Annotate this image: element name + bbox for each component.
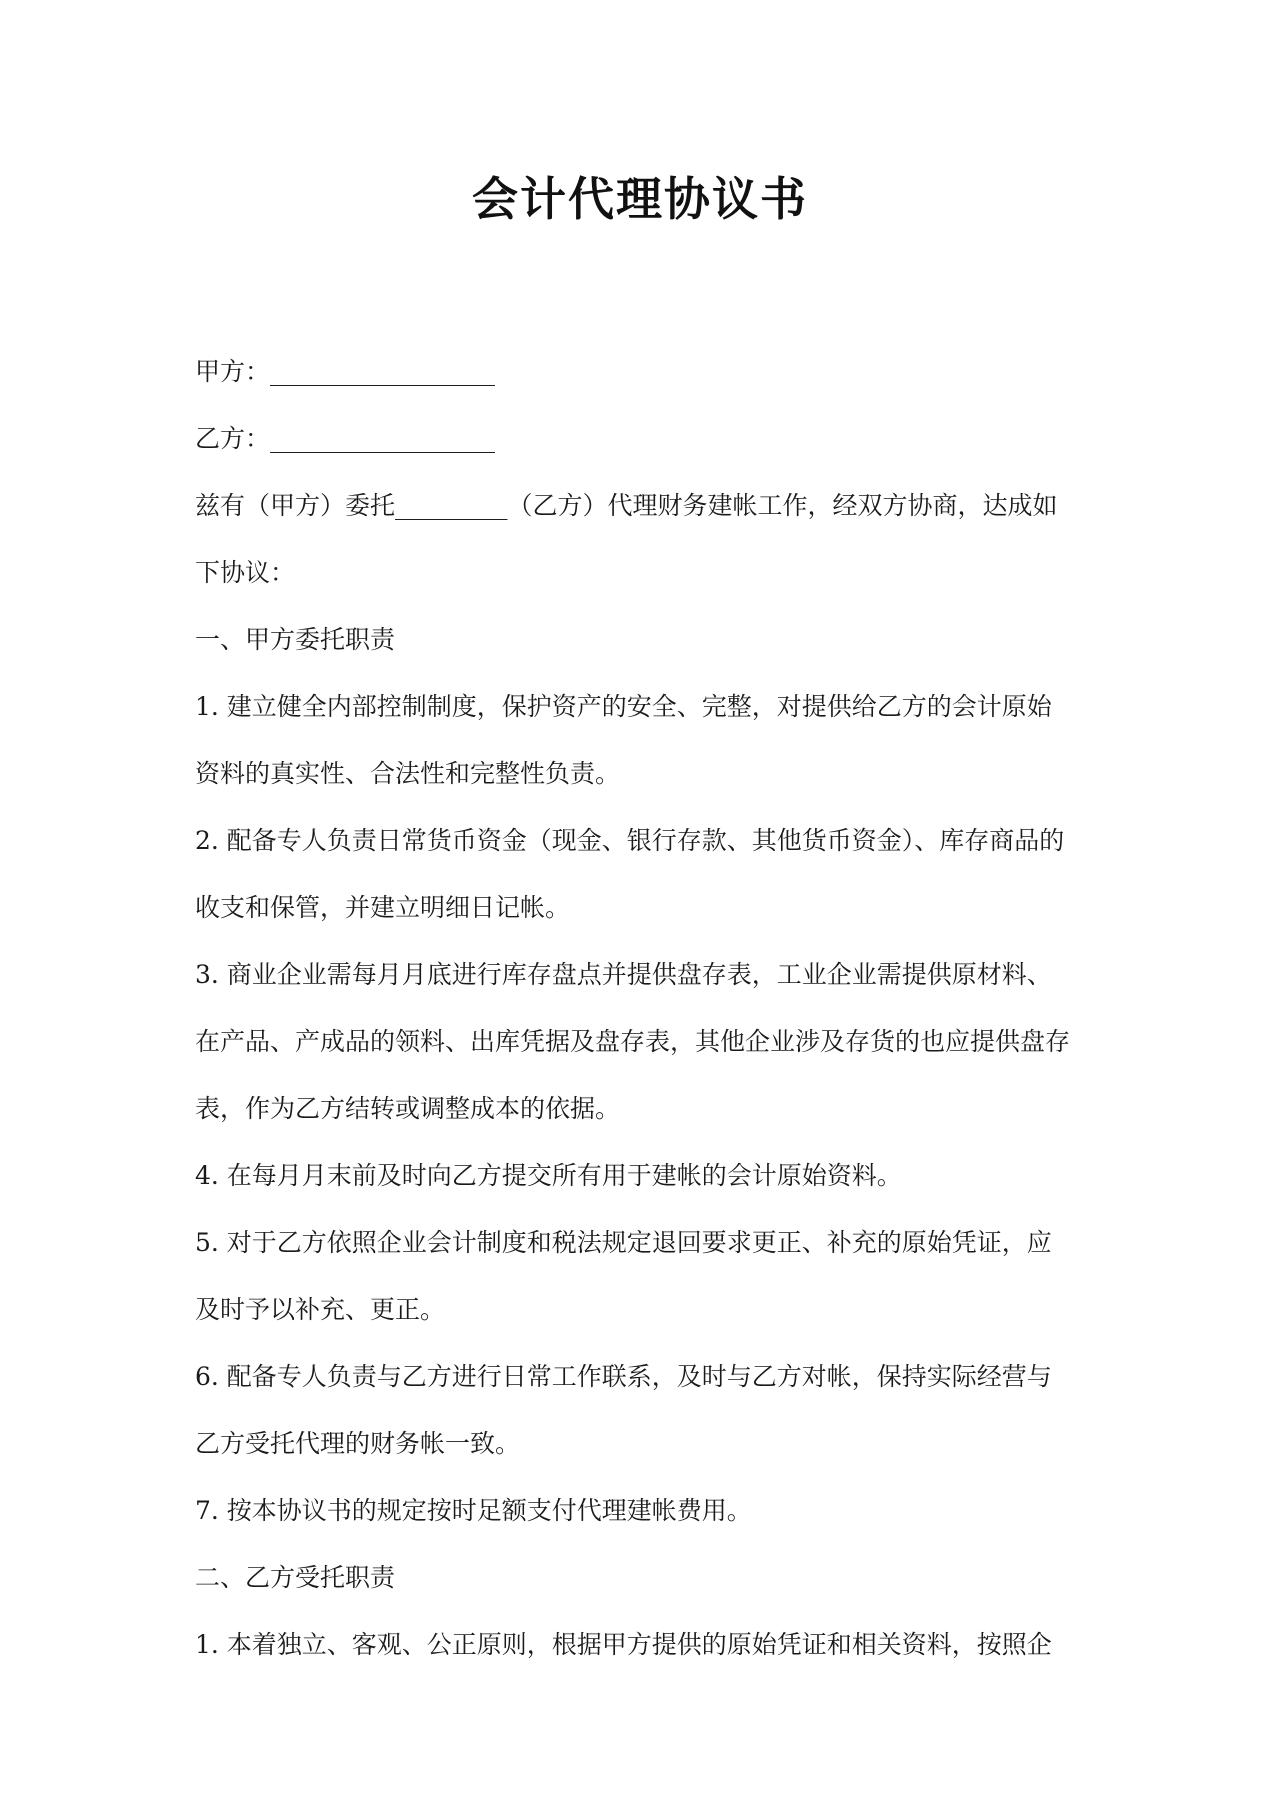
- clause-line: 资料的真实性、合法性和完整性负责。: [195, 759, 621, 788]
- clause-line: 乙方受托代理的财务帐一致。: [195, 1429, 521, 1458]
- clause-line: 4. 在每月月末前及时向乙方提交所有用于建帐的会计原始资料。: [195, 1161, 902, 1190]
- clause-line: 7. 按本协议书的规定按时足额支付代理建帐费用。: [195, 1496, 752, 1525]
- section-heading: 一、甲方委托职责: [195, 625, 396, 654]
- clause-line: 6. 配备专人负责与乙方进行日常工作联系，及时与乙方对帐，保持实际经营与: [195, 1362, 1052, 1391]
- clause-line: 2. 配备专人负责日常货币资金（现金、银行存款、其他货币资金）、库存商品的: [195, 826, 1065, 855]
- clause-line: 5. 对于乙方依照企业会计制度和税法规定退回要求更正、补充的原始凭证，应: [195, 1228, 1052, 1257]
- party-b-line: 乙方：__________________: [195, 424, 496, 453]
- clause-line: 1. 本着独立、客观、公正原则，根据甲方提供的原始凭证和相关资料，按照企: [195, 1630, 1052, 1659]
- preamble-line: 下协议：: [195, 558, 296, 587]
- clause-line: 3. 商业企业需每月月底进行库存盘点并提供盘存表，工业企业需提供原材料、: [195, 960, 1052, 989]
- party-a-line: 甲方：__________________: [195, 357, 496, 386]
- clause-line: 1. 建立健全内部控制制度，保护资产的安全、完整，对提供给乙方的会计原始: [195, 692, 1052, 721]
- clause-line: 及时予以补充、更正。: [195, 1295, 446, 1324]
- clause-line: 收支和保管，并建立明细日记帐。: [195, 893, 571, 922]
- clause-line: 表，作为乙方结转或调整成本的依据。: [195, 1094, 621, 1123]
- preamble-line: 兹有（甲方）委托_________（乙方）代理财务建帐工作，经双方协商，达成如: [195, 491, 1058, 520]
- clause-line: 在产品、产成品的领料、出库凭据及盘存表，其他企业涉及存货的也应提供盘存: [195, 1027, 1071, 1056]
- document-title: 会计代理协议书: [472, 172, 808, 226]
- document-body: [195, 338, 1095, 1678]
- section-heading: 二、乙方受托职责: [195, 1563, 396, 1592]
